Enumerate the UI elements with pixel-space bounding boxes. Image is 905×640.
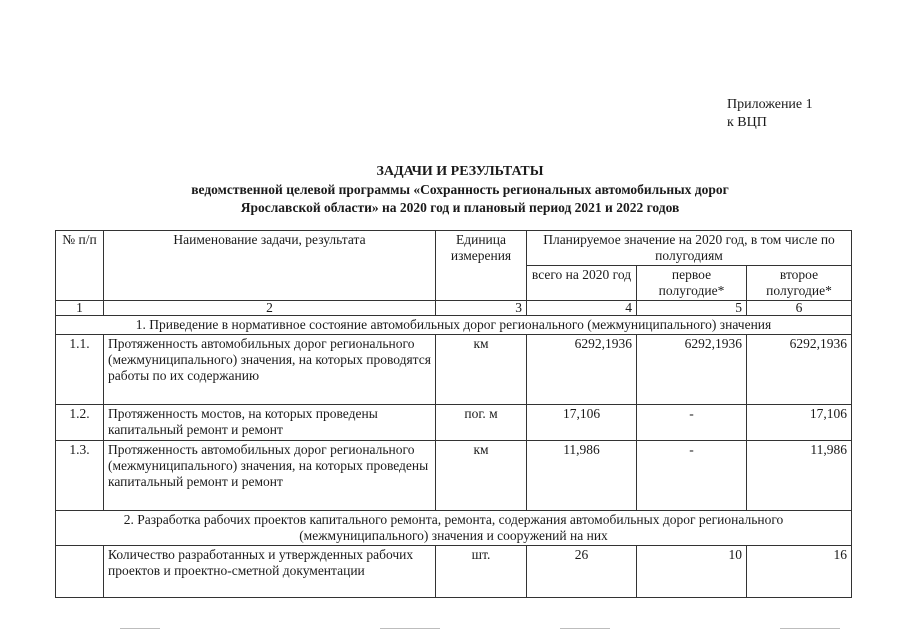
row-num: 1.2. <box>56 405 104 441</box>
header-unit: Единица измерения <box>436 231 527 301</box>
header-row-1 <box>56 231 852 266</box>
column-number: 1 <box>56 301 104 316</box>
row-first-half: 10 <box>637 546 747 598</box>
row-first-half: - <box>637 405 747 441</box>
scan-artifact-line <box>120 628 160 629</box>
header-total: всего на 2020 год <box>527 266 637 301</box>
row-second-half: 11,986 <box>747 441 852 511</box>
row-name: Протяженность мостов, на которых проведены капитальный ремонт и ремонт <box>104 405 436 441</box>
row-name: Количество разработанных и утвержденных рабочих проектов и проектно-сметной документации <box>104 546 436 598</box>
header-first-half: первое полугодие* <box>637 266 747 301</box>
appendix-line-1: Приложение 1 <box>727 97 813 112</box>
scan-artifact-line <box>780 628 840 629</box>
row-second-half: 16 <box>747 546 852 598</box>
table-row <box>56 405 852 441</box>
document-subtitle-line-1: ведомственной целевой программы «Сохранность региональных автомобильных дорог <box>191 182 729 197</box>
document-title: ЗАДАЧИ И РЕЗУЛЬТАТЫ <box>376 164 544 179</box>
results-table <box>55 230 852 598</box>
appendix-label <box>727 96 813 132</box>
column-numbers-row <box>56 301 852 316</box>
table-row <box>56 546 852 598</box>
header-name: Наименование задачи, результата <box>104 231 436 301</box>
row-name: Протяженность автомобильных дорог регионального (межмуниципального) значения, на которых проводятся работы по их содержанию <box>104 335 436 405</box>
row-first-half: 6292,1936 <box>637 335 747 405</box>
row-unit: км <box>436 335 527 405</box>
row-unit: пог. м <box>436 405 527 441</box>
row-num <box>56 546 104 598</box>
row-total: 11,986 <box>527 441 637 511</box>
row-second-half: 6292,1936 <box>747 335 852 405</box>
row-unit: шт. <box>436 546 527 598</box>
column-number: 5 <box>637 301 747 316</box>
document-subtitle-line-2: Ярославской области» на 2020 год и плановый период 2021 и 2022 годов <box>240 200 680 215</box>
row-num: 1.3. <box>56 441 104 511</box>
column-number: 4 <box>527 301 637 316</box>
header-planned: Планируемое значение на 2020 год, в том числе по полугодиям <box>527 231 852 266</box>
column-number: 6 <box>747 301 852 316</box>
header-num: № п/п <box>56 231 104 301</box>
row-total: 17,106 <box>527 405 637 441</box>
scan-artifact-line <box>380 628 440 629</box>
row-num: 1.1. <box>56 335 104 405</box>
table-row <box>56 335 852 405</box>
row-total: 26 <box>527 546 637 598</box>
row-name: Протяженность автомобильных дорог регионального (межмуниципального) значения, на которых проведены капитальный ремонт и ремонт <box>104 441 436 511</box>
row-first-half: - <box>637 441 747 511</box>
scan-artifact-line <box>560 628 610 629</box>
column-number: 2 <box>104 301 436 316</box>
row-second-half: 17,106 <box>747 405 852 441</box>
appendix-line-2: к ВЦП <box>727 115 767 130</box>
table-row <box>56 441 852 511</box>
section-row-2 <box>56 511 852 546</box>
document-heading <box>60 163 860 217</box>
section-title-1: 1. Приведение в нормативное состояние автомобильных дорог регионального (межмуниципального) значения <box>56 316 852 335</box>
section-title-2: 2. Разработка рабочих проектов капитального ремонта, ремонта, содержания автомобильных дорог регионального (межмуниципального) значения и сооружений на них <box>56 511 852 546</box>
row-total: 6292,1936 <box>527 335 637 405</box>
row-unit: км <box>436 441 527 511</box>
header-second-half: второе полугодие* <box>747 266 852 301</box>
section-row-1 <box>56 316 852 335</box>
column-number: 3 <box>436 301 527 316</box>
